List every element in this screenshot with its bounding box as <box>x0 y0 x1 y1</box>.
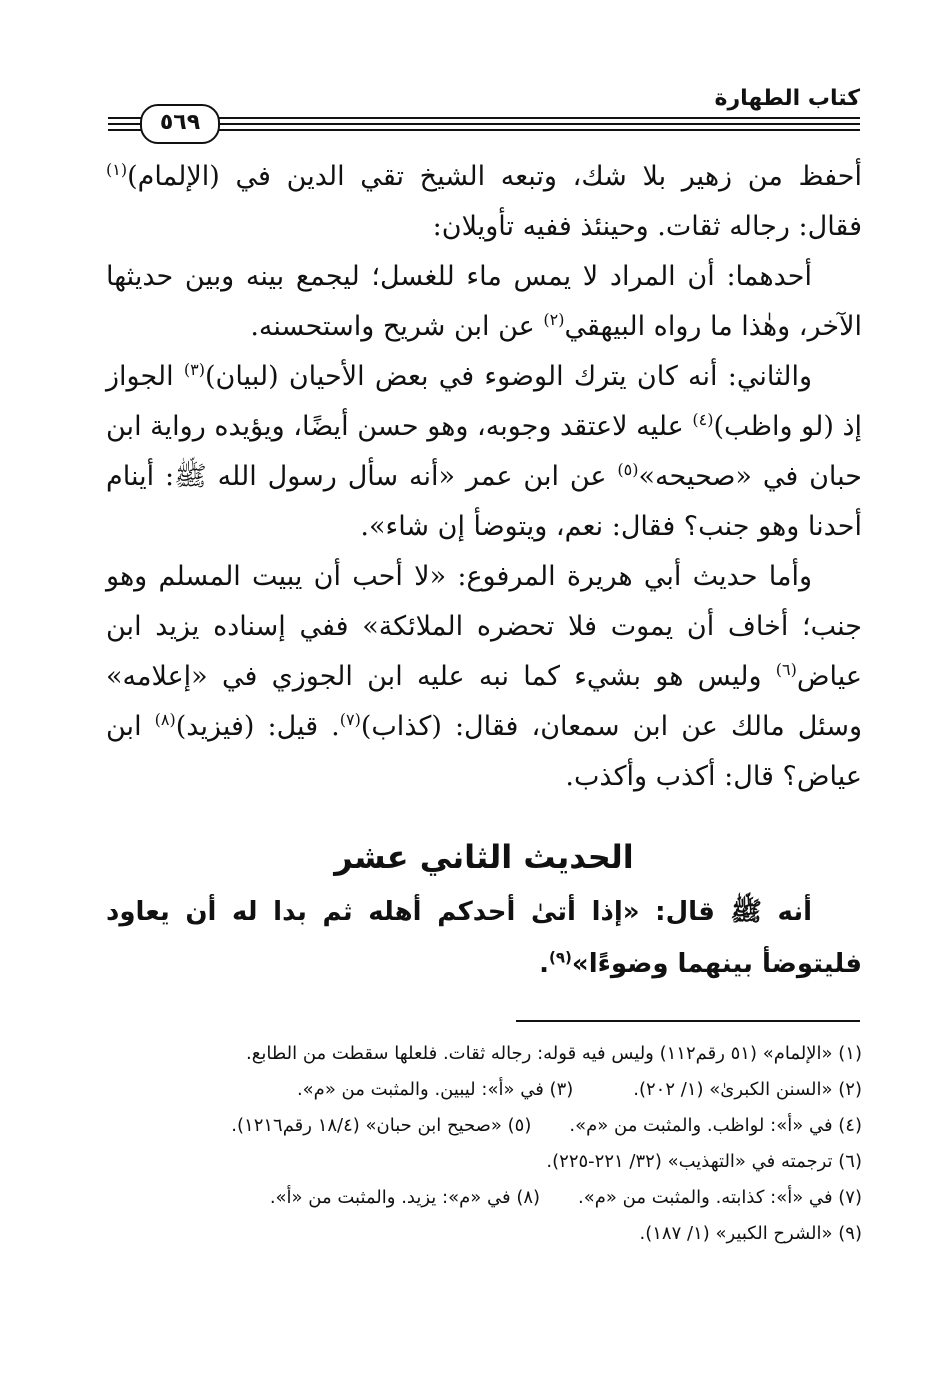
page-number: ٥٦٩ <box>140 104 220 144</box>
footnote: (١) «الإلمام» (٥١ رقم١١٢) وليس فيه قوله: رجاله ثقات. فلعلها سقطت من الطابع. <box>246 1043 862 1064</box>
footnote-row <box>106 1180 862 1216</box>
footnote-marker: (٣) <box>183 360 205 379</box>
footnote-row <box>106 1108 862 1144</box>
section-heading: الحديث الثاني عشر <box>334 838 634 876</box>
footnote: (٥) «صحيح ابن حبان» (١٨/٤ رقم١٢١٦). <box>231 1115 532 1136</box>
paragraph: والثاني: أنه كان يترك الوضوء في بعض الأحيان (لبيان)$^{(٣)}$ الجواز إذ (لو واظب)$^{(٤)}$ عليه لاعتقد وجوبه، وهو حسن أيضًا، ويؤيده رواية ابن حبان في «صحيحه»$^{(٥)}$ عن ابن عمر «أنه سأل رسول الله ﷺ: أينام أحدنا وهو جنب؟ فقال: نعم، ويتوضأ إن شاء». <box>106 360 862 542</box>
footnote: (٢) «السنن الكبرىٰ» (١/ ٢٠٢). <box>633 1079 862 1100</box>
footnote: (٩) «الشرح الكبير» (١/ ١٨٧). <box>639 1223 862 1244</box>
paragraph: أحدهما: أن المراد لا يمس ماء للغسل؛ ليجمع بينه وبين حديثها الآخر، وهٰذا ما رواه البيهقي$^{(٢)}$ عن ابن شريح واستحسنه. <box>106 261 862 342</box>
running-header-title: كتاب الطهارة <box>714 86 860 111</box>
footnote: (٣) في «أ»: ليبين. والمثبت من «م». <box>296 1079 574 1100</box>
footnote: (٧) في «أ»: كذابته. والمثبت من «م». <box>578 1187 862 1208</box>
footnote-marker: (٤) <box>692 410 714 429</box>
footnote: (٦) ترجمته في «التهذيب» (٣٢/ ٢٢١-٢٢٥). <box>546 1151 862 1172</box>
footnote-marker: (٦) <box>775 660 797 679</box>
footnote-row <box>106 1072 862 1108</box>
header-rule <box>108 117 860 119</box>
header-rule <box>108 123 860 125</box>
main-text <box>106 152 862 802</box>
footnote-marker: (٧) <box>339 710 361 729</box>
footnote-marker: (٥) <box>617 460 639 479</box>
footnote: (٨) في «م»: يزيد. والمثبت من «أ». <box>269 1187 541 1208</box>
footnote: (٤) في «أ»: لواظب. والمثبت من «م». <box>569 1115 862 1136</box>
footnote-marker: (١) <box>106 160 128 179</box>
header-rule <box>108 129 860 131</box>
paragraph: وأما حديث أبي هريرة المرفوع: «لا أحب أن يبيت المسلم وهو جنب؛ أخاف أن يموت فلا تحضره الملائكة» ففي إسناده يزيد ابن عياض$^{(٦)}$ وليس هو بشيء كما نبه عليه ابن الجوزي في «إعلامه» وسئل مالك عن ابن سمعان، فقال: (كذاب)$^{(٧)}$. قيل: (فيزيد)$^{(٨)}$ ابن عياض؟ قال: أكذب وأكذب. <box>106 561 862 792</box>
footnote-marker: (٩) <box>549 948 572 967</box>
hadith-text: أنه ﷺ قال: «إذا أتىٰ أحدكم أهله ثم بدا له أن يعاود فليتوضأ بينهما وضوءًا»$^{(٩)}$. <box>106 897 862 979</box>
footnote-separator <box>516 1020 860 1022</box>
footnote-marker: (٨) <box>154 710 176 729</box>
footnotes <box>106 1036 862 1252</box>
paragraph: أحفظ من زهير بلا شك، وتبعه الشيخ تقي الدين في (الإلمام)$^{(١)}$ فقال: رجاله ثقات. وحينئذ ففيه تأويلان: <box>106 160 862 242</box>
footnote-marker: (٢) <box>543 310 565 329</box>
